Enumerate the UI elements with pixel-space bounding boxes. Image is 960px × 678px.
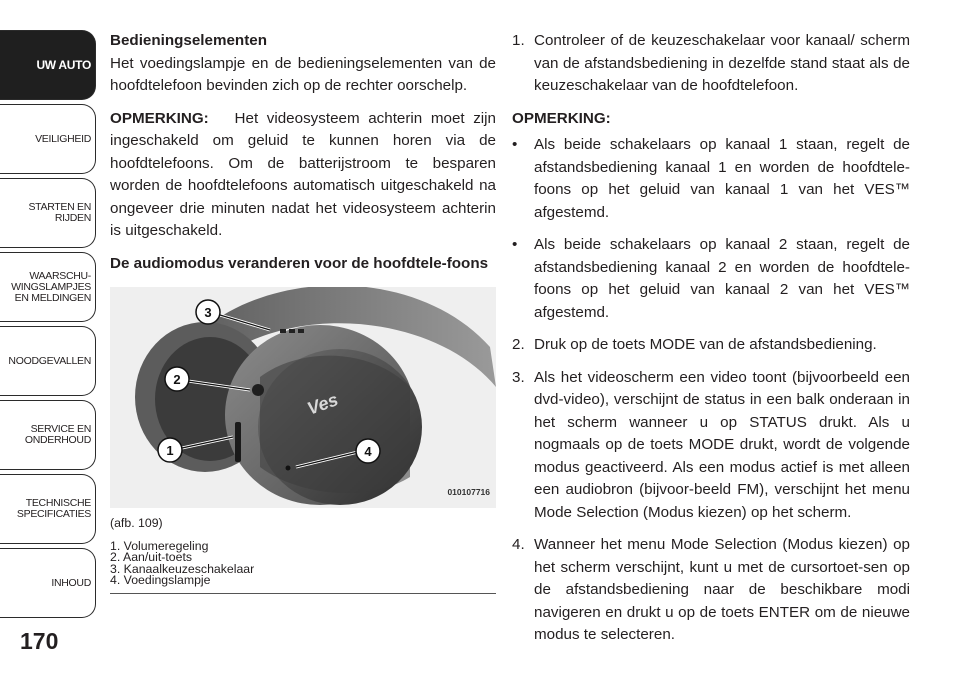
bullet-text: Als beide schakelaars op kanaal 1 staan, regelt de afstandsbediening kanaal 1 en worden de hoofdtele-foons op het geluid van kanaal 1 van het VES™ afgestemd. [534,136,910,221]
headphone-illustration [110,287,496,508]
tab-label: VEILIGHEID [35,132,91,145]
tab-starten-en-rijden[interactable] [0,178,96,248]
tab-label: STARTEN EN RIJDEN [28,201,91,224]
tab-veiligheid[interactable] [0,104,96,174]
step-number: 2. [512,336,525,353]
section-title: Bedieningselementen [110,32,267,49]
callout-1: 1 [166,443,174,458]
callout-2: 2 [173,372,181,387]
headphone-figure [110,287,496,508]
tab-label: TECHNISCHE SPECIFICATIES [16,497,91,520]
tab-label: UW AUTO [36,57,91,72]
tab-uw-auto[interactable] [0,30,96,100]
step-list [512,334,910,647]
tab-label: NOODGEVALLEN [8,354,91,367]
step-item [512,334,910,357]
legend-item: 4. Voedingslampje [110,573,211,587]
step-number: 3. [512,368,525,386]
step-list-start [512,30,910,98]
tab-label: INHOUD [51,576,91,589]
note-label-right: OPMERKING: [512,109,611,127]
step-text: Als het videoscherm een video toont (bijvoorbeeld een dvd-video), verschijnt de status in een balk onderaan in het scherm wanneer u op STATUS drukt. Als u nogmaals op de toets MODE drukt, wordt de volgende modus geactiveerd. Als een modus actief is met alleen een audiobron (bijvoor-beeld FM), verschijnt het menu Mode Selection (Modus kiezen) op het scherm. [534,368,910,521]
legend-item: 2. Aan/uit-toets [110,550,193,564]
tab-waarschuwingslampjes[interactable] [0,252,96,322]
step-text: Druk op de toets MODE van de afstandsbediening. [534,336,877,353]
tab-technische-specificaties[interactable] [0,474,96,544]
tab-inhoud[interactable] [0,548,96,618]
note-paragraph [110,108,496,243]
legend-item: 3. Kanaalkeuzeschakelaar [110,561,255,576]
bullet-dot: • [512,136,518,153]
page-number: 170 [20,628,59,654]
audio-mode-heading: De audiomodus veranderen voor de hoofdtele-foons [110,254,489,272]
tab-noodgevallen[interactable] [0,326,96,396]
step-text: Controleer of de keuzeschakelaar voor kanaal/ scherm van de afstandsbediening in dezelfde stand staat als de keuzeschakelaar van de hoofdtelefoon. [534,32,910,94]
step-number: 1. [512,32,525,49]
section-text: Het voedingslampje en de bedieningselementen van de hoofdtelefoon bevinden zich op de rechter oorschelp. [110,54,496,94]
legend-item: 1. Volumeregeling [110,538,209,553]
callout-4: 4 [364,444,372,459]
step-number: 4. [512,536,525,553]
note-label: OPMERKING: [110,109,209,127]
bullet-item [512,134,910,224]
right-column [512,30,910,647]
bullet-dot: • [512,236,518,253]
ves-logo: Ves [304,389,341,419]
note-bullets [512,134,910,324]
left-column [110,30,496,594]
figure-caption: (afb. 109) [110,516,163,530]
step-text: Wanneer het menu Mode Selection (Modus kiezen) op het scherm verschijnt, kunt u met de cursortoet-sen op de afstandsbediening naar de beschikbare modi navigeren en drukt u op de toets ENTER om de nieuwe modus te selecteren. [534,536,910,643]
figure-code: 010107716 [447,486,490,497]
callout-3: 3 [204,305,212,320]
step-item [512,367,910,525]
bullet-text: Als beide schakelaars op kanaal 2 staan, regelt de afstandsbediening kanaal 2 en worden de hoofdtele-foons op het geluid van kanaal 2 van het VES™ afgestemd. [534,236,910,321]
step-item [512,30,910,98]
step-item [512,534,910,647]
figure-legend [110,538,496,594]
bullet-item [512,234,910,324]
note-text: Het videosysteem achterin moet zijn ingeschakeld om geluid te kunnen horen via de hoofdtelefoons. Om de batterijstroom te besparen worden de hoofdtelefoons automatisch uitgeschakeld na ongeveer drie minuten nadat het videosysteem achterin is uitgeschakeld. [110,109,496,239]
power-button [252,384,264,396]
tab-service-en-onderhoud[interactable] [0,400,96,470]
tab-label: SERVICE EN ONDERHOUD [24,423,91,446]
tab-label: WAARSCHU- WINGSLAMPJES EN MELDINGEN [11,269,91,304]
